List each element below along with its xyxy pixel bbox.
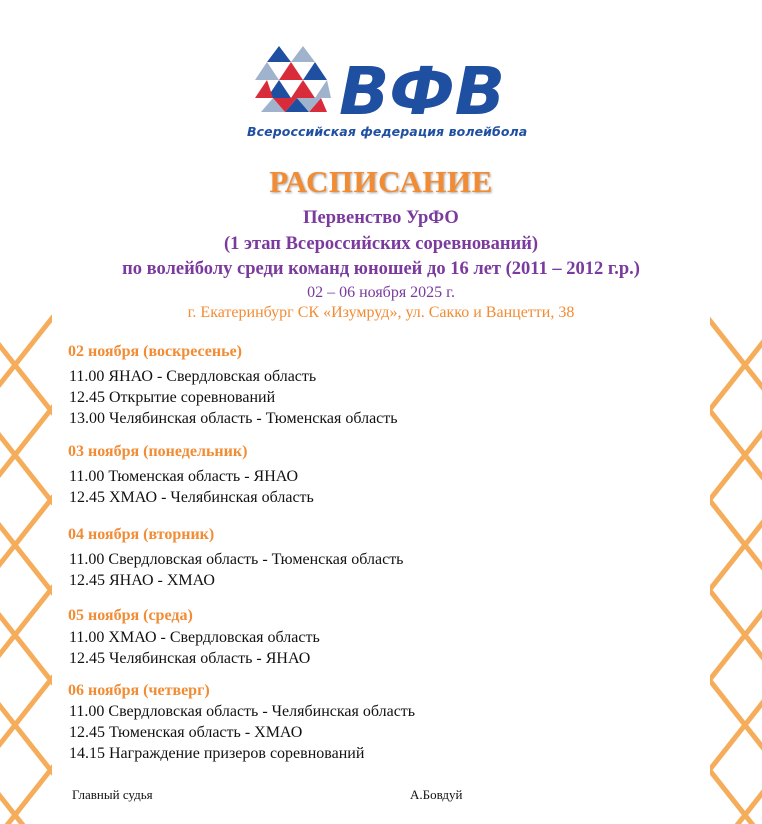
logo-wordmark: ВФВ	[339, 53, 506, 130]
schedule-item: 12.45 ЯНАО - ХМАО	[69, 572, 215, 589]
day-heading: 04 ноября (вторник)	[68, 526, 215, 543]
schedule-item: 11.00 Тюменская область - ЯНАО	[69, 468, 299, 485]
schedule-item: 12.45 Открытие соревнований	[69, 389, 276, 406]
day-heading: 05 ноября (среда)	[68, 607, 193, 624]
schedule-item: 11.00 ЯНАО - Свердловская область	[69, 368, 317, 385]
schedule-item: 13.00 Челябинская область - Тюменская область	[69, 410, 398, 427]
event-venue: г. Екатеринбург СК «Изумруд», ул. Сакко и Ванцетти, 38	[187, 304, 575, 321]
event-dates: 02 – 06 ноября 2025 г.	[307, 284, 455, 301]
day-heading: 02 ноября (воскресенье)	[68, 343, 243, 360]
schedule-item: 11.00 ХМАО - Свердловская область	[69, 629, 320, 646]
page-title: РАСПИСАНИЕ	[269, 164, 493, 199]
schedule-item: 14.15 Награждение призеров соревнований	[69, 745, 365, 762]
schedule-item: 11.00 Свердловская область - Тюменская область	[69, 551, 404, 568]
logo-caption: Всероссийская федерация волейбола	[247, 124, 528, 139]
schedule-item: 11.00 Свердловская область - Челябинская область	[69, 703, 416, 720]
chief-judge-label: Главный судья	[72, 787, 153, 802]
left-net-decoration	[0, 270, 52, 824]
schedule-item: 12.45 Тюменская область - ХМАО	[69, 724, 303, 741]
day-heading: 06 ноября (четверг)	[68, 682, 210, 699]
right-net-decoration	[710, 270, 762, 824]
day-heading: 03 ноября (понедельник)	[68, 443, 248, 460]
championship-stage: (1 этап Всероссийских соревнований)	[223, 234, 539, 254]
championship-category: по волейболу среди команд юношей до 16 лет (2011 – 2012 г.р.)	[122, 259, 640, 279]
championship-title: Первенство УрФО	[303, 208, 459, 228]
schedule-item: 12.45 ХМАО - Челябинская область	[69, 489, 314, 506]
chief-judge-name: А.Бовдуй	[410, 787, 463, 802]
schedule-item: 12.45 Челябинская область - ЯНАО	[69, 650, 311, 667]
volleyball-mark-icon	[255, 46, 331, 112]
